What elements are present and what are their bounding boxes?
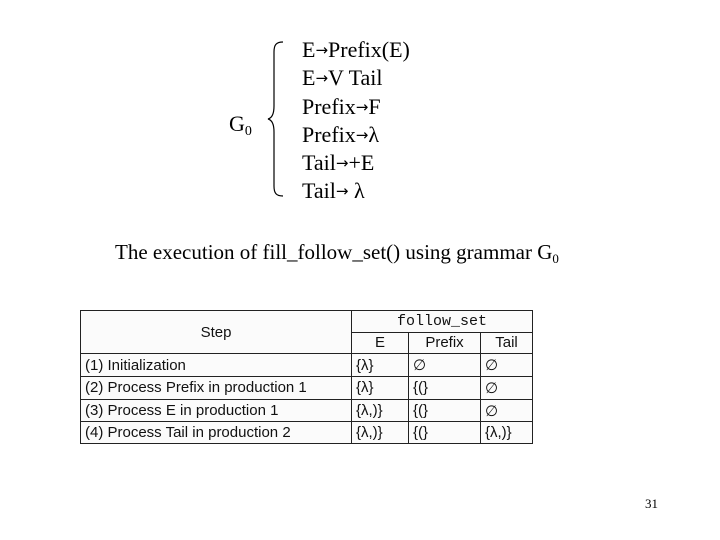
grammar-subscript: 0 bbox=[244, 124, 252, 139]
cell-prefix: {(} bbox=[409, 422, 481, 444]
cell-e: {λ,)} bbox=[352, 399, 409, 422]
cell-e: {λ} bbox=[352, 376, 409, 399]
production-rhs: Prefix(E) bbox=[328, 37, 410, 62]
production bbox=[302, 64, 410, 92]
arrow-icon: → bbox=[355, 125, 369, 144]
production bbox=[302, 36, 410, 64]
production-rhs: +E bbox=[348, 150, 375, 176]
production bbox=[302, 177, 410, 205]
production-rhs: F bbox=[368, 93, 381, 119]
follow-set-header: follow_set bbox=[352, 311, 533, 333]
production-lhs: E bbox=[302, 65, 316, 91]
follow-set-table bbox=[80, 310, 533, 444]
step-cell: (2) Process Prefix in production 1 bbox=[81, 376, 352, 399]
arrow-icon: → bbox=[335, 154, 349, 173]
step-cell: (3) Process E in production 1 bbox=[81, 399, 352, 422]
curly-brace-icon bbox=[266, 40, 286, 198]
table-row bbox=[81, 399, 533, 422]
column-header-tail: Tail bbox=[481, 332, 533, 354]
cell-tail: ∅ bbox=[481, 376, 533, 399]
cell-prefix: {(} bbox=[409, 376, 481, 399]
arrow-icon: → bbox=[315, 69, 329, 88]
cell-prefix: {(} bbox=[409, 399, 481, 422]
arrow-icon: → bbox=[335, 182, 349, 201]
production bbox=[302, 149, 410, 177]
production bbox=[302, 93, 410, 121]
column-header-prefix: Prefix bbox=[409, 332, 481, 354]
production-rhs: V Tail bbox=[328, 65, 383, 91]
arrow-icon: → bbox=[315, 41, 329, 59]
production-lhs: Tail bbox=[302, 150, 336, 176]
production-list bbox=[302, 36, 410, 206]
table-row bbox=[81, 354, 533, 377]
production-lhs: Prefix bbox=[302, 93, 356, 119]
step-cell: (1) Initialization bbox=[81, 354, 352, 377]
cell-tail: ∅ bbox=[481, 354, 533, 377]
table-header-row bbox=[81, 311, 533, 333]
cell-tail: {λ,)} bbox=[481, 422, 533, 444]
step-header: Step bbox=[81, 311, 352, 354]
production bbox=[302, 121, 410, 149]
grammar-name: G bbox=[229, 111, 245, 136]
cell-prefix: ∅ bbox=[409, 354, 481, 377]
step-cell: (4) Process Tail in production 2 bbox=[81, 422, 352, 444]
caption bbox=[115, 240, 559, 267]
page-number: 31 bbox=[645, 496, 658, 511]
grammar-label bbox=[229, 111, 252, 140]
cell-tail: ∅ bbox=[481, 399, 533, 422]
production-rhs: λ bbox=[368, 121, 380, 147]
arrow-icon: → bbox=[355, 97, 369, 116]
production-rhs: λ bbox=[348, 178, 365, 204]
production-lhs: Prefix bbox=[302, 121, 356, 147]
cell-e: {λ,)} bbox=[352, 422, 409, 444]
cell-e: {λ} bbox=[352, 354, 409, 377]
column-header-e: E bbox=[352, 332, 409, 354]
caption-subscript: 0 bbox=[552, 251, 559, 266]
production-lhs: E bbox=[302, 37, 316, 62]
table-row bbox=[81, 376, 533, 399]
production-lhs: Tail bbox=[302, 178, 336, 204]
caption-text: The execution of fill_follow_set() using grammar G bbox=[115, 240, 553, 264]
table-row bbox=[81, 422, 533, 444]
follow-set-table-image bbox=[80, 310, 532, 444]
